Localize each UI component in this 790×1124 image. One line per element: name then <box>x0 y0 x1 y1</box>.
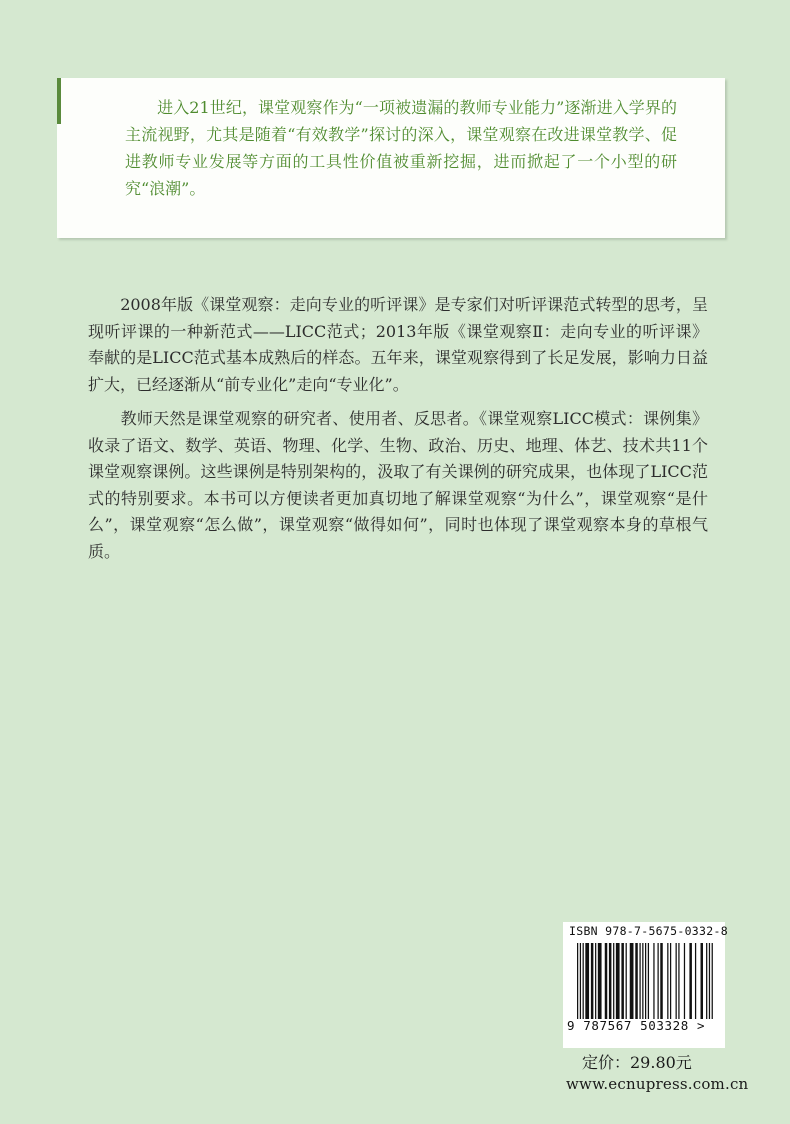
barcode-bar <box>689 943 691 1019</box>
barcode-bar <box>695 943 696 1019</box>
isbn-label: ISBN 978-7-5675-0332-8 <box>569 924 728 938</box>
barcode-bar <box>585 943 589 1019</box>
barcode-bar <box>609 943 611 1019</box>
barcode-bar <box>660 943 662 1019</box>
barcode-bar <box>635 943 637 1019</box>
barcode-bar <box>580 943 581 1019</box>
barcode-bar <box>626 943 627 1019</box>
quote-box <box>57 78 725 238</box>
barcode-bar <box>591 943 593 1019</box>
quote-accent-bar <box>57 78 61 124</box>
barcode-bar <box>667 943 668 1019</box>
back-cover-description <box>88 292 708 565</box>
barcode-bar <box>621 943 623 1019</box>
price-label: 定价：29.80元 <box>582 1053 692 1072</box>
barcode-bar <box>630 943 634 1019</box>
barcode-bar <box>577 943 578 1019</box>
barcode-bar <box>613 943 614 1019</box>
barcode-bar <box>616 943 620 1019</box>
barcode-bar <box>583 943 584 1019</box>
barcode-bar <box>709 943 710 1019</box>
barcode-bar <box>706 943 707 1019</box>
barcode-bar <box>678 943 679 1019</box>
description-paragraph-2-text: 教师天然是课堂观察的研究者、使用者、反思者。《课堂观察LICC模式：课例集》收录了语文、数学、英语、物理、化学、生物、政治、历史、地理、体艺、技术共11个课堂观察课例。这些课例是特别架构的，汲取了有关课例的研究成果，也体现了LICC范式的特别要求。本书可以方便读者更加真切地了解课堂观察“为什么”，课堂观察“是什么”，课堂观察“怎么做”，课堂观察“做得如何”，同时也体现了课堂观察本身的草根气质。 <box>88 409 708 561</box>
barcode-bar <box>598 943 602 1019</box>
description-paragraph-2 <box>88 406 708 565</box>
barcode-bar <box>657 943 658 1019</box>
isbn-barcode-box <box>563 922 728 1048</box>
barcode-bar <box>605 943 607 1019</box>
publisher-website: www.ecnupress.com.cn <box>566 1075 749 1093</box>
barcode-digits: 9 787567 503328 > <box>567 1018 706 1033</box>
barcode-bar <box>642 943 643 1019</box>
barcode-bar <box>701 943 703 1019</box>
description-paragraph-1 <box>88 292 708 398</box>
barcode-bar <box>712 943 713 1019</box>
barcode-bar <box>684 943 685 1019</box>
barcode-bar <box>639 943 640 1019</box>
barcode-bar <box>595 943 596 1019</box>
quote-text <box>125 94 677 202</box>
barcode-bar <box>670 943 671 1019</box>
description-paragraph-1-text: 2008年版《课堂观察：走向专业的听评课》是专家们对听评课范式转型的思考，呈现听评课的一种新范式——LICC范式；2013年版《课堂观察Ⅱ：走向专业的听评课》奉献的是LICC范式基本成熟后的样态。五年来，课堂观察得到了长足发展，影响力日益扩大，已经逐渐从“前专业化”走向“专业化”。 <box>88 295 708 394</box>
barcode-bar <box>648 943 649 1019</box>
barcode-bar <box>653 943 654 1019</box>
barcode-bar <box>676 943 677 1019</box>
barcode-image <box>577 943 713 1019</box>
barcode-bar <box>645 943 646 1019</box>
quote-text-content: 进入21世纪，课堂观察作为“一项被遗漏的教师专业能力”逐渐进入学界的主流视野，尤其是随着“有效教学”探讨的深入，课堂观察在改进课堂教学、促进教师专业发展等方面的工具性价值被重新挖掘，进而掀起了一个小型的研究“浪潮”。 <box>125 98 677 198</box>
